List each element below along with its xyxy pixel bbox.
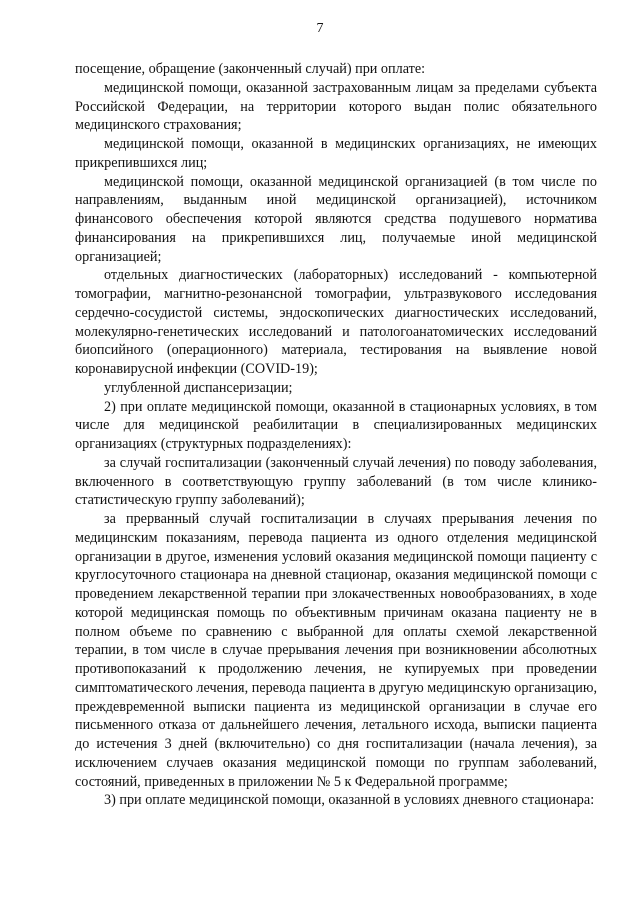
paragraph: медицинской помощи, оказанной застрахованным лицам за пределами субъекта Российской Федерации, на территории которого выдан полис обязательного медицинского страхования; xyxy=(75,79,597,134)
paragraph: 3) при оплате медицинской помощи, оказанной в условиях дневного стационара: xyxy=(104,792,595,809)
paragraph: посещение, обращение (законченный случай) при оплате: xyxy=(75,61,426,77)
paragraph: углубленной диспансеризации; xyxy=(104,379,293,396)
page-number: 7 xyxy=(316,21,324,36)
paragraph: медицинской помощи, оказанной медицинской организацией (в том числе по направлениям, выданным иной медицинской организацией), источником финансового обеспечения которой являются средства подушевого норматива финансирования на прикрепившихся лиц, получаемые иной медицинской организацией; xyxy=(75,173,597,265)
paragraph: 2) при оплате медицинской помощи, оказанной в стационарных условиях, в том числе для медицинской реабилитации в специализированных медицинских организациях (структурных подразделениях): xyxy=(75,398,597,452)
paragraph: отдельных диагностических (лабораторных) исследований - компьютерной томографии, магнитно-резонансной томографии, ультразвукового исследования сердечно-сосудистой системы, эндоскопических диагностических исследований, молекулярно-генетических исследований и патологоанатомических исследований биопсийного (операционного) материала, тестирования на выявление новой коронавирусной инфекции (COVID-19); xyxy=(75,267,597,377)
paragraph: за прерванный случай госпитализации в случаях прерывания лечения по медицинским показаниям, перевода пациента из одного отделения медицинской организации в другое, изменения условий оказания медицинской помощи пациенту с круглосуточного стационара на дневной стационар, оказания медицинской помощи с проведением лекарственной терапии при злокачественных новообразованиях, в ходе которой медицинская помощь по объективным причинам оказана пациенту не в полном объеме по сравнению с выбранной для оплаты схемой лекарственной терапии, в том числе в случае прерывания лечения при возникновении абсолютных противопоказаний к продолжению лечения, не купируемых при проведении симптоматического лечения, перевода пациента в другую медицинскую организацию, преждевременной выписки пациента из медицинской организации в случае его письменного отказа от дальнейшего лечения, летального исхода, выписки пациента до истечения 3 дней (включительно) со дня госпитализации (начала лечения), за исключением случаев оказания медицинской помощи по группам заболеваний, состояний, приведенных в приложении № 5 к Федеральной программе; xyxy=(75,511,597,790)
paragraph: медицинской помощи, оказанной в медицинских организациях, не имеющих прикрепившихся лиц; xyxy=(75,136,597,171)
paragraph: за случай госпитализации (законченный случай лечения) по поводу заболевания, включенного в соответствующую группу заболеваний (в том числе клинико-статистическую группу заболеваний); xyxy=(75,454,597,509)
document-body xyxy=(75,60,597,810)
